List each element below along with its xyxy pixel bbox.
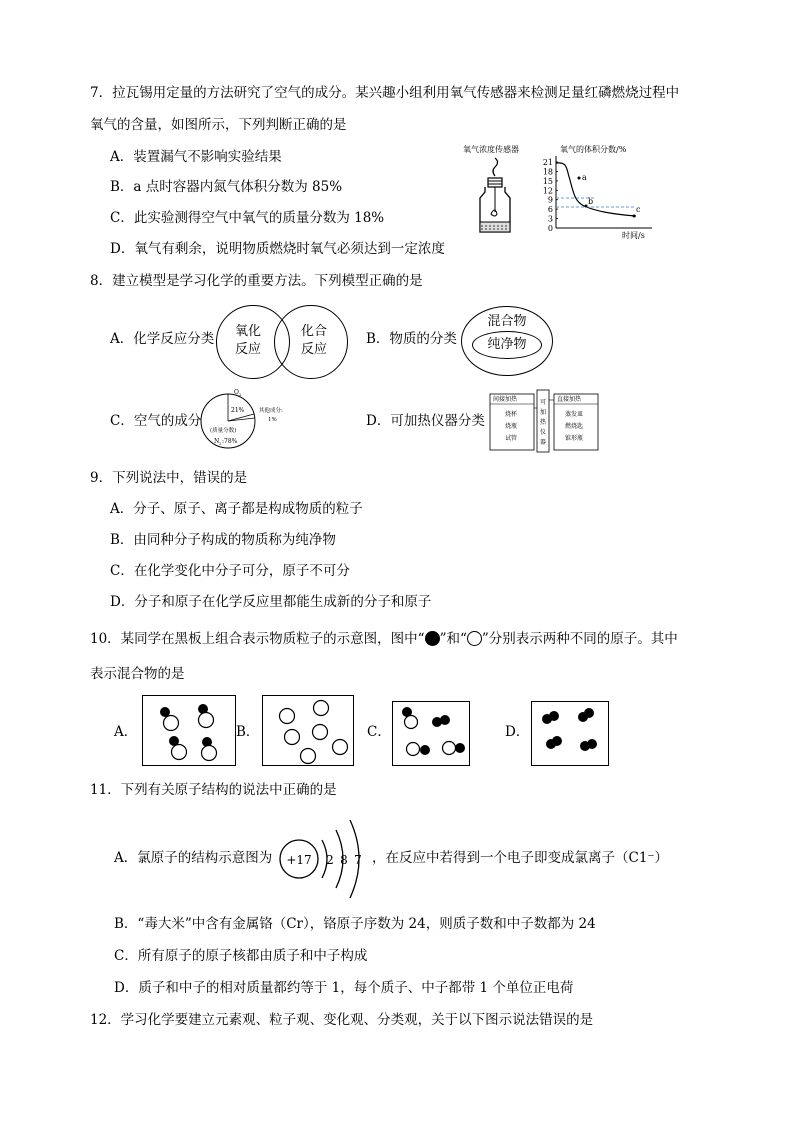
pie-n2-sub: 2: [219, 441, 222, 446]
pie-o2-sub: 2: [239, 392, 242, 397]
oxygen-curve-chart: [540, 140, 660, 240]
q11-option-a-post: ，在反应中若得到一个电子即变成氯离子（C1⁻）: [372, 850, 669, 866]
direct-head: 直接加热: [557, 396, 582, 403]
pie-other-label-1: 其他成分:: [259, 408, 283, 414]
middle-char-1: 可: [540, 399, 547, 406]
particle-box-a: [142, 695, 236, 766]
q8-option-c: C．空气的成分: [110, 413, 202, 429]
q11-option-d: D．质子和中子的相对质量都约等于 1，每个质子、中子都带 1 个单位正电荷: [114, 980, 574, 996]
air-composition-pie: [200, 386, 310, 456]
venn-right-label-2: 反应: [300, 342, 327, 357]
q9-option-a: A．分子、原子、离子都是构成物质的粒子: [110, 501, 363, 517]
y-tick-label: 0: [547, 224, 553, 233]
q12-stem: 12．学习化学要建立元素观、粒子观、变化观、分类观，关于以下图示说法错误的是: [90, 1012, 594, 1028]
indirect-head: 间接加热: [493, 396, 518, 403]
q7-stem-line1: 7．拉瓦锡用定量的方法研究了空气的成分。某兴趣小组利用氧气传感器来检测足量红磷燃烧过程中: [90, 85, 680, 101]
q8-stem: 8．建立模型是学习化学的重要方法。下列模型正确的是: [90, 273, 423, 289]
indirect-item-3: 试管: [505, 435, 518, 442]
q9-stem: 9．下列说法中，错误的是: [90, 470, 248, 486]
y-tick-label: 3: [547, 214, 553, 224]
pie-21-label: 21%: [231, 407, 245, 414]
nucleus-label: +17: [286, 853, 312, 867]
middle-char-3: 热: [540, 419, 547, 426]
chart-x-label: 时间/s: [622, 231, 645, 240]
q10-label-d: D．: [505, 724, 530, 740]
q8-option-b: B．物质的分类: [366, 331, 457, 347]
venn-right-label-1: 化合: [300, 324, 327, 339]
heating-instruments-diagram: [488, 390, 600, 452]
q9-option-c: C．在化学变化中分子可分，原子不可分: [110, 563, 350, 579]
particle-box-b: [262, 695, 354, 766]
q11-stem: 11．下列有关原子结构的说法中正确的是: [90, 782, 337, 798]
indirect-item-1: 烧杯: [505, 411, 518, 418]
q10-stem-line1: [90, 630, 678, 648]
particle-box-d: [531, 701, 609, 766]
point-b: b: [588, 197, 594, 206]
pie-78-label: :78%: [222, 438, 238, 445]
chart-y-label: 氧气的体积分数/%: [560, 145, 627, 154]
q7-option-a: A．装置漏气不影响实验结果: [110, 149, 282, 165]
middle-char-2: 加: [540, 409, 547, 416]
shell-2-count: 8: [340, 853, 348, 867]
y-tick-label: 18: [542, 167, 553, 177]
q7-option-d: D．氧气有剩余，说明物质燃烧时氧气必须达到一定浓度: [110, 241, 445, 257]
venn-left-label-2: 反应: [234, 342, 261, 357]
venn-left-label-1: 氧化: [234, 324, 261, 339]
y-tick-label: 12: [542, 186, 553, 196]
shell-3-count: 7: [354, 853, 362, 867]
pure-label: 纯净物: [487, 337, 527, 352]
indirect-item-2: 烧瓶: [505, 423, 518, 430]
point-a: a: [582, 173, 587, 182]
q10-label-b: B．: [236, 724, 260, 740]
q7-option-b: B．a 点时容器内氮气体积分数为 85%: [110, 179, 343, 195]
pie-mass-label: (质量分数): [210, 428, 237, 434]
q11-option-a-pre: A．氯原子的结构示意图为: [114, 850, 273, 866]
q10-stem-mid: ”和“: [439, 631, 467, 647]
q10-stem-line2: 表示混合物的是: [90, 666, 185, 682]
q11-option-b: B．“毒大米”中含有金属铬（Cr），铬原子序数为 24，则质子数和中子数都为 24: [114, 916, 596, 932]
pie-n2-label: N: [214, 438, 220, 445]
q7-option-c: C．此实验测得空气中氧气的质量分数为 18%: [110, 210, 385, 226]
filled-atom-icon: [425, 631, 440, 646]
q7-stem-line2: 氧气的含量，如图所示，下列判断正确的是: [90, 117, 347, 133]
q10-stem-pre: 10．某同学在黑板上组合表示物质粒子的示意图，图中“: [90, 631, 425, 647]
q10-label-a: A．: [114, 724, 138, 740]
y-tick-label: 21: [542, 158, 553, 167]
pie-other-label-2: 1%: [268, 417, 277, 423]
point-c: c: [636, 205, 641, 214]
chlorine-atom-diagram: [278, 818, 370, 900]
middle-char-5: 器: [540, 439, 547, 446]
y-tick-label: 6: [547, 205, 553, 215]
y-tick-label: 15: [542, 176, 553, 186]
q8-option-d: D．可加热仪器分类: [366, 413, 485, 429]
direct-item-1: 蒸发皿: [565, 411, 584, 418]
q10-stem-post: ”分别表示两种不同的原子。其中: [481, 631, 678, 647]
sensor-label: 氧气浓度传感器: [463, 145, 519, 154]
q9-option-d: D．分子和原子在化学反应里都能生成新的分子和原子: [110, 594, 432, 610]
q9-option-b: B．由同种分子构成的物质称为纯净物: [110, 532, 336, 548]
middle-char-4: 仪: [540, 429, 547, 436]
oxygen-sensor-apparatus: [455, 140, 535, 240]
direct-item-3: 锥形瓶: [565, 435, 584, 442]
direct-item-2: 燃烧匙: [565, 423, 584, 430]
q8-option-a: A．化学反应分类: [110, 331, 215, 347]
shell-1-count: 2: [326, 853, 334, 867]
q11-option-c: C．所有原子的原子核都由质子和中子构成: [114, 948, 368, 964]
y-tick-label: 9: [547, 195, 553, 205]
hollow-atom-icon: [467, 631, 482, 646]
q10-label-c: C．: [367, 724, 391, 740]
particle-box-c: [392, 701, 470, 766]
pie-o2-label: O: [234, 389, 239, 396]
mixture-label: 混合物: [487, 314, 527, 329]
